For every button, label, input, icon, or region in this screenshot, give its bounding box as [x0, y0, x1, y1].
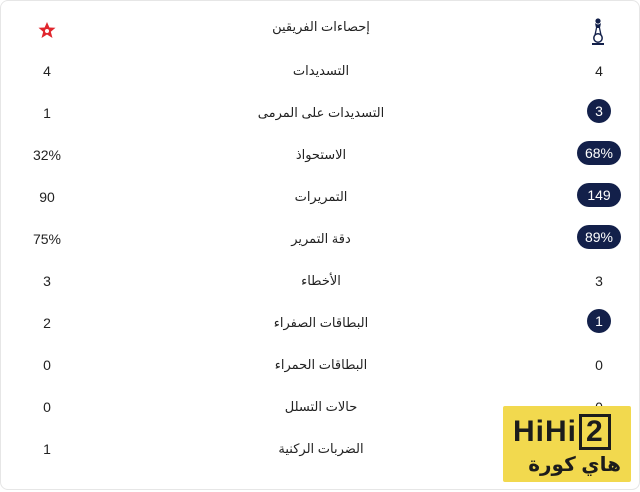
away-stat-value: 32%: [32, 147, 62, 163]
site-watermark: [503, 406, 631, 482]
away-stat-value: 75%: [32, 231, 62, 247]
home-stat-value: 0: [595, 357, 603, 373]
watermark-logo: HiHi 2: [513, 414, 611, 450]
stat-row: [1, 223, 640, 257]
stat-row: [1, 97, 640, 131]
away-stat-value: 2: [43, 315, 51, 331]
stat-row: [1, 55, 640, 89]
home-stat-pill: 68%: [577, 141, 621, 165]
home-stat-pill: 89%: [577, 225, 621, 249]
stat-row: [1, 349, 640, 383]
home-stat-pill: 1: [587, 309, 611, 333]
stat-row: [1, 265, 640, 299]
stat-row: [1, 307, 640, 341]
home-stat-pill: 3: [587, 99, 611, 123]
away-stat-value: 3: [43, 273, 51, 289]
home-stat-value: 3: [595, 273, 603, 289]
home-stat-value: 4: [595, 63, 603, 79]
away-stat-value: 0: [43, 357, 51, 373]
stat-label: التمريرات: [294, 189, 348, 204]
stat-label: الاستحواذ: [295, 147, 347, 162]
stat-label: التسديدات: [292, 63, 350, 78]
stat-row: [1, 181, 640, 215]
home-team-crest-icon: [587, 17, 609, 47]
stat-label: الأخطاء: [301, 273, 341, 288]
stats-title: إحصاءات الفريقين: [272, 19, 370, 34]
stat-label: البطاقات الحمراء: [274, 357, 368, 372]
watermark-arabic-text: هاي كورة: [528, 454, 621, 476]
stat-label: دقة التمرير: [291, 231, 351, 246]
away-stat-value: 0: [43, 399, 51, 415]
stat-label: البطاقات الصفراء: [273, 315, 369, 330]
stat-label: حالات التسلل: [284, 399, 358, 414]
stat-label: الضربات الركنية: [278, 441, 364, 456]
away-stat-value: 1: [43, 105, 51, 121]
home-stat-pill: 149: [577, 183, 621, 207]
stat-label: التسديدات على المرمى: [257, 105, 385, 120]
away-stat-value: 90: [39, 189, 55, 205]
away-stat-value: 4: [43, 63, 51, 79]
away-stat-value: 1: [43, 441, 51, 457]
stat-row: [1, 139, 640, 173]
stats-header: [1, 7, 640, 47]
